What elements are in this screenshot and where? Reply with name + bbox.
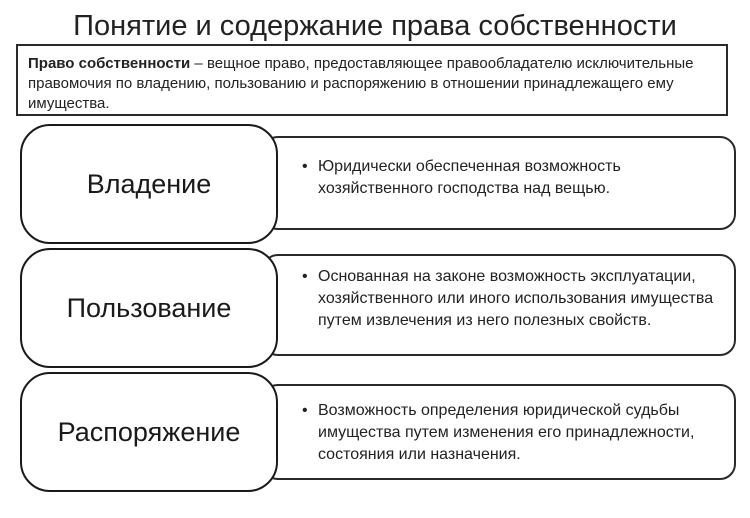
power-description: [302, 400, 726, 466]
power-description-text: Юридически обеспеченная возможность хозяйственного господства над вещью.: [318, 158, 621, 197]
definition-term: Право собственности: [28, 55, 191, 72]
power-description-box: [262, 136, 736, 230]
power-description-text: Возможность определения юридической судьбы имущества путем изменения его принадлежности, состояния или назначения.: [318, 402, 695, 463]
power-description-box: [262, 384, 736, 480]
bullet-icon: •: [302, 402, 308, 419]
power-description: [302, 266, 726, 332]
power-term: Пользование: [66, 292, 232, 323]
power-description-box: [262, 254, 736, 356]
power-term-box: [20, 248, 278, 368]
power-description-text: Основанная на законе возможность эксплуатации, хозяйственного или иного использования имущества путем извлечения из него полезных свойств.: [318, 268, 714, 329]
power-row-disposal: [0, 372, 750, 492]
power-row-possession: [0, 124, 750, 244]
power-term-box: [20, 372, 278, 492]
definition-box: [16, 44, 728, 116]
bullet-icon: •: [302, 158, 308, 175]
power-term: Распоряжение: [57, 416, 241, 447]
power-row-use: [0, 248, 750, 368]
definition-text: – вещное право, предоставляющее правообладателю исключительные правомочия по владению, пользованию и распоряжению в отношении принадлежащего ему имущества.: [28, 55, 694, 112]
power-term: Владение: [86, 168, 212, 199]
power-description: [302, 156, 726, 200]
power-term-box: [20, 124, 278, 244]
bullet-icon: •: [302, 268, 308, 285]
page-title: Понятие и содержание права собственности: [73, 10, 677, 42]
